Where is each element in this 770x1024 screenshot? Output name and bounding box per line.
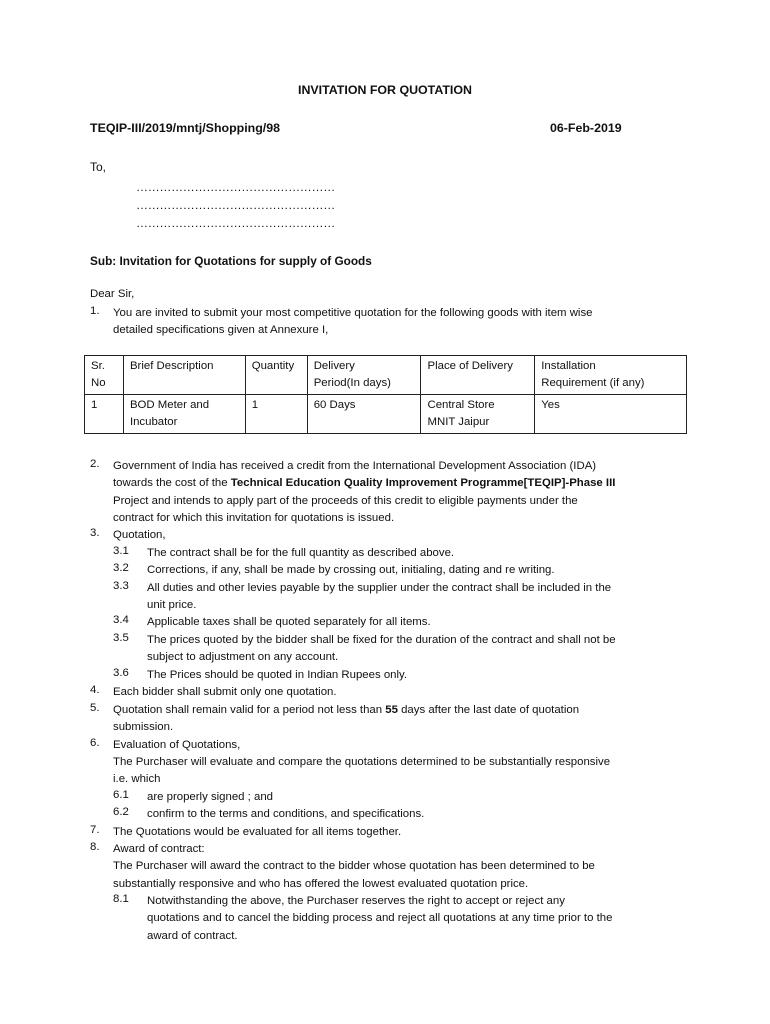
header-quantity: Quantity: [245, 356, 307, 395]
item-7-number: 7.: [90, 824, 100, 836]
document-title: INVITATION FOR QUOTATION: [298, 83, 472, 97]
item-2-line-4: contract for which this invitation for quotations is issued.: [113, 512, 395, 524]
cell-place-of-delivery: Central Store MNIT Jaipur: [421, 395, 535, 434]
item-5-line-1: Quotation shall remain valid for a period not less than 55 days after the last date of quotation: [113, 704, 580, 716]
cell-brief-description: BOD Meter and Incubator: [123, 395, 245, 434]
address-line-3: ……………………………………………: [136, 216, 335, 230]
item-1-number: 1.: [90, 305, 100, 317]
header-delivery-period: Delivery Period(In days): [307, 356, 421, 395]
table-row: [85, 395, 687, 434]
item-8-heading: Award of contract:: [113, 843, 205, 855]
sub-6-1-number: 6.1: [113, 789, 129, 801]
item-3-heading: Quotation,: [113, 529, 166, 541]
sub-3-5-number: 3.5: [113, 632, 129, 644]
sub-8-1-line-2: quotations and to cancel the bidding process and reject all quotations at any time prior to the: [147, 912, 613, 924]
address-line-2: ……………………………………………: [136, 198, 335, 212]
cell-sr-no: 1: [85, 395, 124, 434]
sub-8-1-line-1: Notwithstanding the above, the Purchaser reserves the right to accept or reject any: [147, 895, 565, 907]
sub-3-2-text: Corrections, if any, shall be made by crossing out, initialing, dating and re writing.: [147, 564, 555, 576]
cell-delivery-period: 60 Days: [307, 395, 421, 434]
item-8-line-2: substantially responsive and who has offered the lowest evaluated quotation price.: [113, 878, 529, 890]
item-6-line-2: i.e. which: [113, 773, 161, 785]
item-5-number: 5.: [90, 702, 100, 714]
sub-3-4-text: Applicable taxes shall be quoted separately for all items.: [147, 616, 431, 628]
cell-installation-requirement: Yes: [535, 395, 687, 434]
sub-3-5-line-1: The prices quoted by the bidder shall be fixed for the duration of the contract and shall not be: [147, 634, 616, 646]
table-header-row: [85, 356, 687, 395]
cell-quantity: 1: [245, 395, 307, 434]
item-2-line-2: towards the cost of the Technical Education Quality Improvement Programme[TEQIP]-Phase III: [113, 477, 616, 489]
address-line-1: ……………………………………………: [136, 180, 335, 194]
sub-3-4-number: 3.4: [113, 614, 129, 626]
sub-6-2-number: 6.2: [113, 806, 129, 818]
salutation: Dear Sir,: [90, 288, 135, 300]
item-1-line-2: detailed specifications given at Annexure I,: [113, 324, 329, 336]
item-6-number: 6.: [90, 737, 100, 749]
sub-3-6-number: 3.6: [113, 667, 129, 679]
sub-3-2-number: 3.2: [113, 562, 129, 574]
header-brief-description: Brief Description: [123, 356, 245, 395]
item-2-number: 2.: [90, 458, 100, 470]
item-2-line-1: Government of India has received a credit from the International Development Association (IDA): [113, 460, 597, 472]
item-1-line-1: You are invited to submit your most competitive quotation for the following goods with item wise: [113, 307, 593, 319]
sub-6-2-text: confirm to the terms and conditions, and specifications.: [147, 808, 425, 820]
header-installation-requirement: Installation Requirement (if any): [535, 356, 687, 395]
sub-3-1-number: 3.1: [113, 545, 129, 557]
sub-3-3-number: 3.3: [113, 580, 129, 592]
subject-line: Sub: Invitation for Quotations for supply of Goods: [90, 254, 372, 268]
item-3-number: 3.: [90, 527, 100, 539]
item-6-line-1: The Purchaser will evaluate and compare the quotations determined to be substantially responsive: [113, 756, 611, 768]
sub-6-1-text: are properly signed ; and: [147, 791, 274, 803]
programme-name: Technical Education Quality Improvement Programme[TEQIP]-Phase III: [230, 477, 616, 489]
address-to: To,: [90, 160, 107, 174]
sub-3-5-line-2: subject to adjustment on any account.: [147, 651, 339, 663]
sub-3-6-text: The Prices should be quoted in Indian Rupees only.: [147, 669, 408, 681]
item-8-line-1: The Purchaser will award the contract to the bidder whose quotation has been determined to be: [113, 860, 595, 872]
document-date: 06-Feb-2019: [550, 121, 622, 135]
item-2-line-3: Project and intends to apply part of the proceeds of this credit to eligible payments under the: [113, 495, 578, 507]
item-7-text: The Quotations would be evaluated for all items together.: [113, 826, 402, 838]
header-place-of-delivery: Place of Delivery: [421, 356, 535, 395]
item-8-number: 8.: [90, 841, 100, 853]
item-4-text: Each bidder shall submit only one quotation.: [113, 686, 337, 698]
goods-table: [84, 355, 687, 434]
validity-days: 55: [385, 704, 398, 716]
sub-3-3-line-2: unit price.: [147, 599, 197, 611]
item-5-line-2: submission.: [113, 721, 174, 733]
sub-8-1-line-3: award of contract.: [147, 930, 238, 942]
sub-8-1-number: 8.1: [113, 893, 129, 905]
reference-number: TEQIP-III/2019/mntj/Shopping/98: [90, 121, 281, 135]
header-sr-no: Sr. No: [85, 356, 124, 395]
sub-3-1-text: The contract shall be for the full quantity as described above.: [147, 547, 455, 559]
item-4-number: 4.: [90, 684, 100, 696]
sub-3-3-line-1: All duties and other levies payable by the supplier under the contract shall be included in the: [147, 582, 612, 594]
item-6-heading: Evaluation of Quotations,: [113, 739, 241, 751]
